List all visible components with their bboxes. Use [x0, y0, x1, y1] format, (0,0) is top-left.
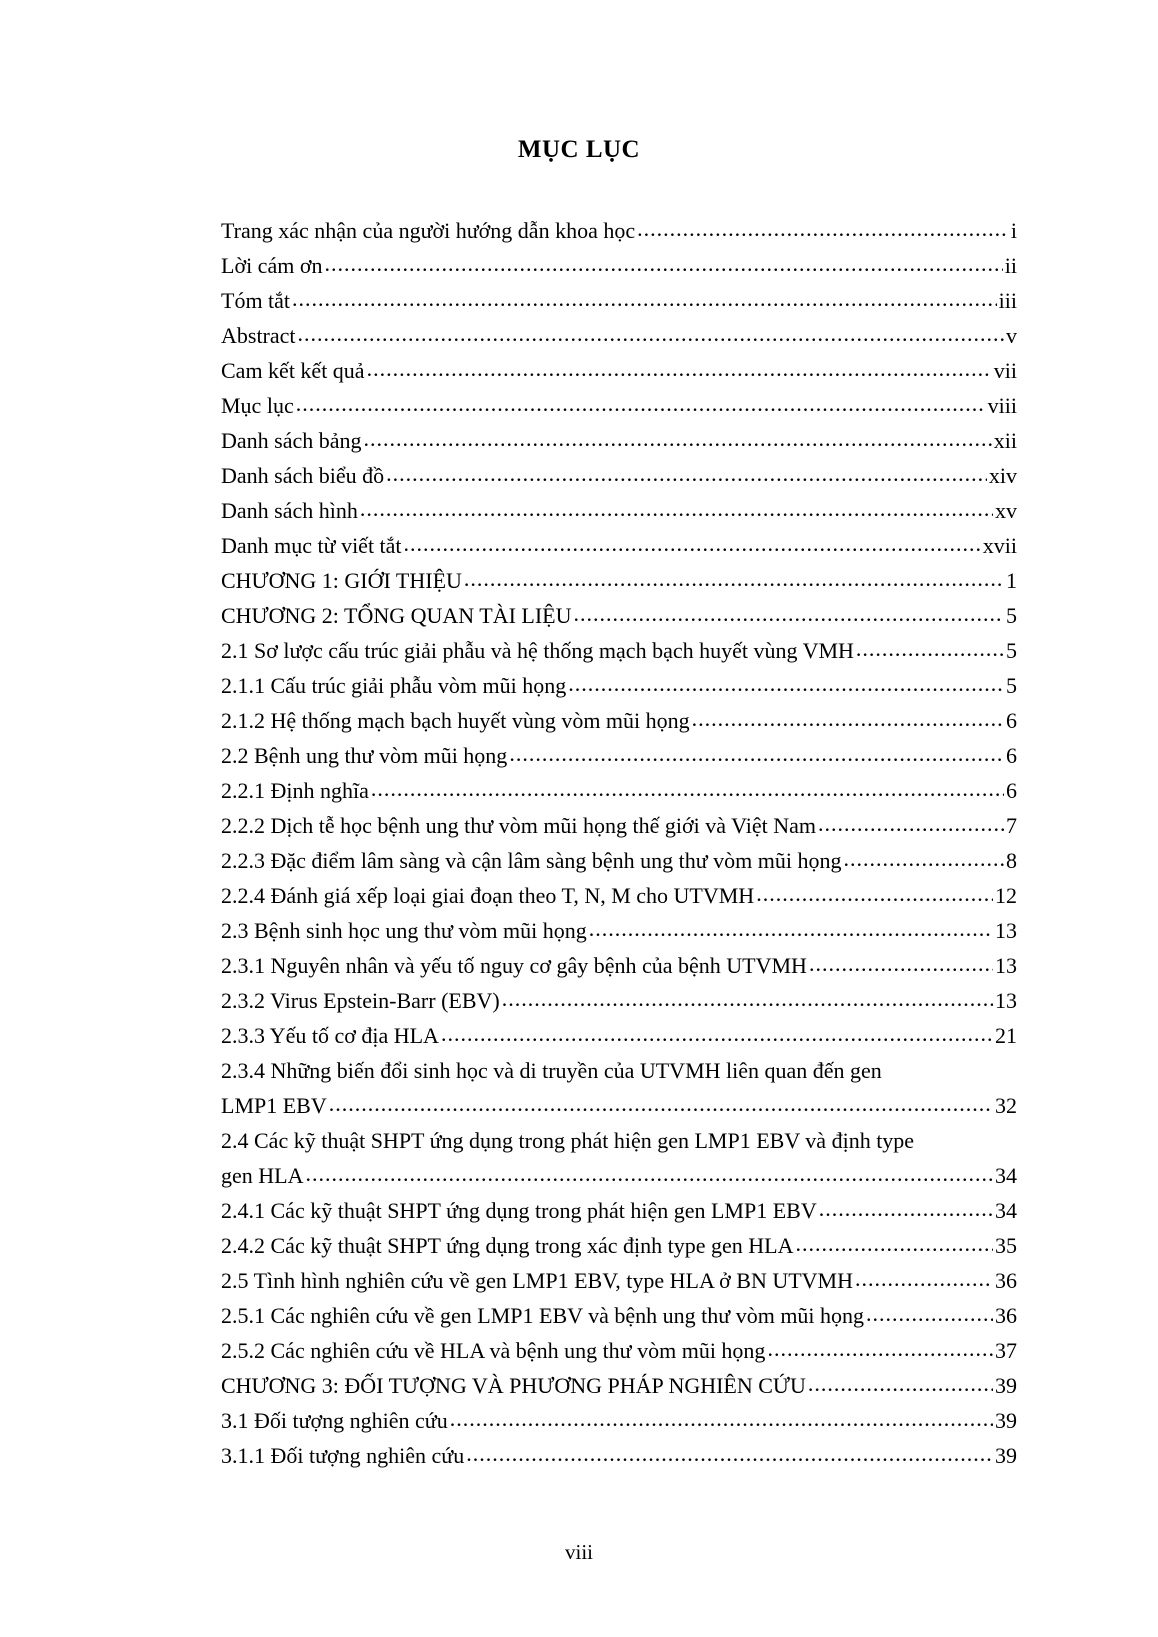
- dot-leader: [441, 1016, 993, 1051]
- toc-entry-label: 2.5.1 Các nghiên cứu về gen LMP1 EBV và bệnh ung thư vòm mũi họng: [221, 1303, 865, 1328]
- dot-leader: [756, 876, 993, 911]
- dot-leader: [364, 421, 992, 456]
- toc-entry-page: 5: [1006, 673, 1017, 698]
- toc-entry-label: 2.4.1 Các kỹ thuật SHPT ứng dụng trong phát hiện gen LMP1 EBV: [221, 1198, 817, 1223]
- toc-entry[interactable]: [221, 948, 1017, 983]
- toc-entry-label: 2.1 Sơ lược cấu trúc giải phẫu và hệ thống mạch bạch huyết vùng VMH: [221, 638, 854, 663]
- toc-entry-label: 2.5 Tình hình nghiên cứu về gen LMP1 EBV, type HLA ở BN UTVMH: [221, 1268, 853, 1293]
- toc-entry-label: Abstract: [221, 323, 296, 348]
- toc-entry-label: Danh sách hình: [221, 498, 358, 523]
- toc-entry-page: 6: [1006, 708, 1017, 733]
- toc-entry-label: 3.1.1 Đối tượng nghiên cứu: [221, 1443, 465, 1468]
- toc-entry[interactable]: [221, 1263, 1017, 1298]
- toc-entry[interactable]: [221, 703, 1017, 738]
- toc-entry-page: 36: [995, 1268, 1017, 1293]
- toc-entry-label: 2.2.3 Đặc điểm lâm sàng và cận lâm sàng bệnh ung thư vòm mũi họng: [221, 848, 842, 873]
- toc-entry[interactable]: [221, 458, 1017, 493]
- toc-entry-page: xv: [995, 498, 1017, 523]
- toc-entry-page: 8: [1006, 848, 1017, 873]
- toc-entry-label: 2.1.1 Cấu trúc giải phẫu vòm mũi họng: [221, 673, 567, 698]
- toc-entry-label: 2.3 Bệnh sinh học ung thư vòm mũi họng: [221, 918, 587, 943]
- dot-leader: [324, 246, 1002, 281]
- dot-leader: [589, 911, 993, 946]
- toc-entry-label: Mục lục: [221, 393, 294, 418]
- toc-entry-page: 5: [1006, 638, 1017, 663]
- toc-entry-label: 2.3.2 Virus Epstein-Barr (EBV): [221, 988, 500, 1013]
- toc-entry-page: 7: [1006, 813, 1017, 838]
- toc-entry[interactable]: [221, 598, 1017, 633]
- toc-entry[interactable]: [221, 738, 1017, 773]
- toc-entry-page: 21: [995, 1023, 1017, 1048]
- toc-entry-label: 3.1 Đối tượng nghiên cứu: [221, 1408, 448, 1433]
- toc-entry-page: 36: [995, 1303, 1017, 1328]
- toc-entry-page: 39: [995, 1443, 1017, 1468]
- toc-entry-page: i: [1010, 218, 1017, 243]
- toc-entry-page: 6: [1006, 743, 1017, 768]
- toc-entry[interactable]: [221, 283, 1017, 318]
- toc-entry-label: Lời cám ơn: [221, 253, 323, 278]
- toc-entry-label: 2.2 Bệnh ung thư vòm mũi họng: [221, 743, 508, 768]
- page-number: viii: [564, 1540, 593, 1564]
- toc-entry[interactable]: [221, 1193, 1017, 1228]
- toc-entry-page: vii: [993, 358, 1017, 383]
- toc-entry[interactable]: [221, 213, 1017, 248]
- dot-leader: [855, 1261, 993, 1296]
- dot-leader: [808, 1366, 993, 1401]
- dot-leader: [367, 351, 992, 386]
- toc-entry-page: 5: [1006, 603, 1017, 628]
- toc-entry-page: 6: [1006, 778, 1017, 803]
- dot-leader: [819, 1191, 993, 1226]
- toc-entry[interactable]: [221, 1438, 1017, 1473]
- dot-leader: [450, 1401, 993, 1436]
- toc-entry-page: 12: [995, 883, 1017, 908]
- toc-entry-page: 34: [995, 1198, 1017, 1223]
- page-title: MỤC LỤC: [517, 136, 641, 163]
- toc-entry-page: ii: [1004, 253, 1017, 278]
- toc-entry[interactable]: [221, 248, 1017, 283]
- toc-entry-page: 34: [995, 1163, 1017, 1188]
- toc-entry-page: 1: [1006, 568, 1017, 593]
- toc-entry[interactable]: [221, 493, 1017, 528]
- toc-entry-page: 39: [995, 1408, 1017, 1433]
- toc-entry-page: xiv: [988, 463, 1017, 488]
- toc-entry-label: 2.3.3 Yếu tố cơ địa HLA: [221, 1023, 439, 1048]
- toc-entry-label: 2.2.2 Dịch tễ học bệnh ung thư vòm mũi họng thế giới và Việt Nam: [221, 813, 816, 838]
- toc-entry[interactable]: [221, 878, 1017, 913]
- dot-leader: [329, 1086, 993, 1121]
- dot-leader: [568, 666, 1004, 701]
- toc-entry[interactable]: [221, 1088, 1017, 1123]
- toc-entry-page: v: [1006, 323, 1017, 348]
- toc-entry-label: 2.3.1 Nguyên nhân và yếu tố nguy cơ gây bệnh của bệnh UTVMH: [221, 953, 807, 978]
- toc-entry-page: 13: [995, 988, 1017, 1013]
- toc-entry[interactable]: [221, 528, 1017, 563]
- dot-leader: [795, 1226, 993, 1261]
- dot-leader: [637, 211, 1009, 246]
- toc-entry-label: 2.4.2 Các kỹ thuật SHPT ứng dụng trong xác định type gen HLA: [221, 1233, 794, 1258]
- dot-leader: [296, 386, 986, 421]
- toc-entry-page: 35: [995, 1233, 1017, 1258]
- toc-entry-label: Danh mục từ viết tắt: [221, 533, 402, 558]
- toc-entry[interactable]: [221, 1228, 1017, 1263]
- toc-entry-page: xvii: [982, 533, 1017, 558]
- toc-entry[interactable]: [221, 668, 1017, 703]
- toc-entry[interactable]: [221, 1298, 1017, 1333]
- toc-entry-label: 2.1.2 Hệ thống mạch bạch huyết vùng vòm mũi họng: [221, 708, 690, 733]
- dot-leader: [809, 946, 993, 981]
- toc-entry[interactable]: [221, 353, 1017, 388]
- toc-entry-label: CHƯƠNG 2: TỔNG QUAN TÀI LIỆU: [221, 603, 572, 628]
- toc-entry[interactable]: [221, 843, 1017, 878]
- toc-entry-page: xii: [993, 428, 1017, 453]
- toc-entry-label: Danh sách bảng: [221, 428, 362, 453]
- toc-entry-label: gen HLA: [221, 1163, 304, 1188]
- dot-leader: [502, 981, 993, 1016]
- dot-leader: [298, 316, 1004, 351]
- dot-leader: [305, 1156, 993, 1191]
- toc-entry[interactable]: [221, 1368, 1017, 1403]
- table-of-contents: [221, 213, 1017, 1473]
- toc-entry-page: iii: [998, 288, 1017, 313]
- dot-leader: [464, 561, 1004, 596]
- dot-leader: [692, 701, 1004, 736]
- toc-entry-label: Tóm tắt: [221, 288, 291, 313]
- toc-entry-page: 32: [995, 1093, 1017, 1118]
- toc-entry-page: viii: [987, 393, 1017, 418]
- toc-entry-label-line1: 2.3.4 Những biến đổi sinh học và di truyền của UTVMH liên quan đến gen: [221, 1058, 882, 1083]
- dot-leader: [509, 736, 1004, 771]
- dot-leader: [856, 631, 1004, 666]
- dot-leader: [466, 1436, 993, 1471]
- dot-leader: [292, 281, 997, 316]
- toc-entry-label: Cam kết kết quả: [221, 358, 365, 383]
- toc-entry-label: 2.2.1 Định nghĩa: [221, 778, 369, 803]
- toc-entry-page: 13: [995, 953, 1017, 978]
- toc-entry-label: CHƯƠNG 1: GIỚI THIỆU: [221, 568, 462, 593]
- toc-entry[interactable]: [221, 633, 1017, 668]
- toc-entry-label: Trang xác nhận của người hướng dẫn khoa học: [221, 218, 636, 243]
- toc-entry[interactable]: [221, 913, 1017, 948]
- toc-entry[interactable]: [221, 1403, 1017, 1438]
- toc-entry[interactable]: [221, 423, 1017, 458]
- dot-leader: [371, 771, 1004, 806]
- dot-leader: [843, 841, 1004, 876]
- dot-leader: [767, 1331, 993, 1366]
- toc-entry[interactable]: [221, 563, 1017, 598]
- toc-entry-label: Danh sách biểu đồ: [221, 463, 385, 488]
- dot-leader: [360, 491, 993, 526]
- toc-entry[interactable]: [221, 1018, 1017, 1053]
- dot-leader: [386, 456, 987, 491]
- toc-entry-page: 37: [995, 1338, 1017, 1363]
- toc-entry[interactable]: [221, 1333, 1017, 1368]
- toc-entry-label: 2.5.2 Các nghiên cứu về HLA và bệnh ung thư vòm mũi họng: [221, 1338, 766, 1363]
- dot-leader: [866, 1296, 993, 1331]
- toc-entry-label: CHƯƠNG 3: ĐỐI TƯỢNG VÀ PHƯƠNG PHÁP NGHIÊN CỨU: [221, 1373, 806, 1398]
- toc-entry[interactable]: [221, 808, 1017, 843]
- toc-entry-page: 13: [995, 918, 1017, 943]
- toc-entry-label: LMP1 EBV: [221, 1093, 327, 1118]
- toc-entry[interactable]: [221, 983, 1017, 1018]
- toc-entry-label: 2.2.4 Đánh giá xếp loại giai đoạn theo T, N, M cho UTVMH: [221, 883, 755, 908]
- dot-leader: [574, 596, 1004, 631]
- toc-entry-label-line1: 2.4 Các kỹ thuật SHPT ứng dụng trong phát hiện gen LMP1 EBV và định type: [221, 1128, 915, 1153]
- toc-entry[interactable]: [221, 773, 1017, 808]
- toc-entry[interactable]: [221, 318, 1017, 353]
- toc-entry[interactable]: [221, 1158, 1017, 1193]
- toc-entry-page: 39: [995, 1373, 1017, 1398]
- dot-leader: [818, 806, 1004, 841]
- toc-entry[interactable]: [221, 388, 1017, 423]
- dot-leader: [404, 526, 981, 561]
